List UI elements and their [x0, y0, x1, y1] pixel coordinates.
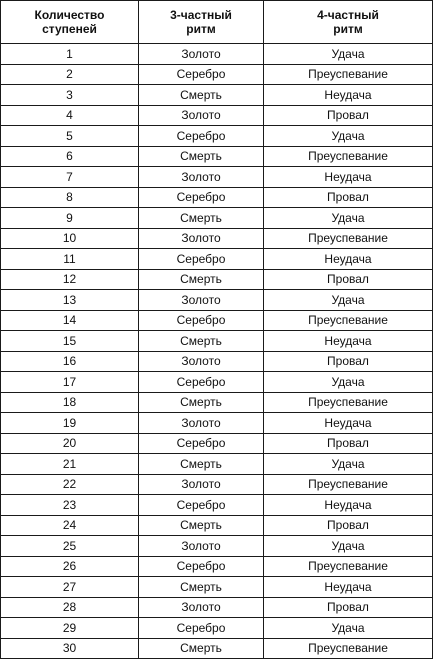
cell-four-part: Провал	[264, 515, 433, 536]
cell-three-part: Серебро	[139, 64, 264, 85]
table-row	[1, 126, 433, 147]
cell-steps: 15	[1, 331, 139, 352]
table-row	[1, 392, 433, 413]
cell-three-part: Смерть	[139, 638, 264, 659]
table-row	[1, 208, 433, 229]
cell-four-part: Неудача	[264, 167, 433, 188]
cell-four-part: Провал	[264, 105, 433, 126]
cell-three-part: Золото	[139, 351, 264, 372]
cell-steps: 2	[1, 64, 139, 85]
cell-three-part: Серебро	[139, 310, 264, 331]
table-header	[1, 1, 433, 44]
table-row	[1, 310, 433, 331]
cell-three-part: Серебро	[139, 433, 264, 454]
table-row	[1, 64, 433, 85]
cell-steps: 10	[1, 228, 139, 249]
cell-steps: 26	[1, 556, 139, 577]
cell-steps: 30	[1, 638, 139, 659]
table-row	[1, 167, 433, 188]
cell-four-part: Неудача	[264, 495, 433, 516]
header-steps-count-line-1: Количество	[34, 8, 105, 22]
cell-steps: 14	[1, 310, 139, 331]
cell-four-part: Удача	[264, 372, 433, 393]
table-row	[1, 454, 433, 475]
cell-four-part: Преуспевание	[264, 556, 433, 577]
cell-four-part: Неудача	[264, 577, 433, 598]
cell-three-part: Золото	[139, 167, 264, 188]
cell-three-part: Золото	[139, 290, 264, 311]
cell-three-part: Смерть	[139, 85, 264, 106]
cell-steps: 21	[1, 454, 139, 475]
header-three-part-rhythm-line-1: 3-частный	[170, 8, 232, 22]
cell-four-part: Удача	[264, 454, 433, 475]
table-row	[1, 474, 433, 495]
cell-four-part: Удача	[264, 126, 433, 147]
table-row	[1, 146, 433, 167]
cell-three-part: Золото	[139, 536, 264, 557]
table-row	[1, 228, 433, 249]
table-row	[1, 556, 433, 577]
cell-steps: 5	[1, 126, 139, 147]
cell-steps: 4	[1, 105, 139, 126]
table-row	[1, 536, 433, 557]
cell-four-part: Удача	[264, 618, 433, 639]
table-row	[1, 105, 433, 126]
cell-three-part: Смерть	[139, 392, 264, 413]
cell-three-part: Серебро	[139, 556, 264, 577]
cell-steps: 1	[1, 44, 139, 65]
table-row	[1, 433, 433, 454]
cell-four-part: Удача	[264, 290, 433, 311]
cell-four-part: Неудача	[264, 85, 433, 106]
table-row	[1, 187, 433, 208]
table-row	[1, 515, 433, 536]
cell-four-part: Провал	[264, 597, 433, 618]
cell-four-part: Преуспевание	[264, 228, 433, 249]
cell-four-part: Неудача	[264, 331, 433, 352]
cell-three-part: Серебро	[139, 618, 264, 639]
table-row	[1, 413, 433, 434]
cell-steps: 19	[1, 413, 139, 434]
cell-steps: 23	[1, 495, 139, 516]
cell-steps: 3	[1, 85, 139, 106]
table-row	[1, 269, 433, 290]
cell-three-part: Серебро	[139, 495, 264, 516]
cell-four-part: Провал	[264, 351, 433, 372]
cell-steps: 22	[1, 474, 139, 495]
table-body	[1, 44, 433, 659]
cell-steps: 24	[1, 515, 139, 536]
cell-four-part: Преуспевание	[264, 638, 433, 659]
cell-three-part: Смерть	[139, 208, 264, 229]
cell-three-part: Смерть	[139, 331, 264, 352]
cell-steps: 27	[1, 577, 139, 598]
cell-steps: 9	[1, 208, 139, 229]
table-row	[1, 249, 433, 270]
table-row	[1, 372, 433, 393]
header-three-part-rhythm-line-2: ритм	[186, 22, 216, 36]
cell-three-part: Золото	[139, 474, 264, 495]
cell-four-part: Удача	[264, 44, 433, 65]
cell-three-part: Смерть	[139, 577, 264, 598]
cell-three-part: Смерть	[139, 454, 264, 475]
cell-four-part: Удача	[264, 208, 433, 229]
cell-steps: 28	[1, 597, 139, 618]
cell-three-part: Серебро	[139, 187, 264, 208]
header-four-part-rhythm-line-2: ритм	[333, 22, 363, 36]
cell-steps: 20	[1, 433, 139, 454]
cell-three-part: Серебро	[139, 372, 264, 393]
cell-three-part: Смерть	[139, 269, 264, 290]
cell-three-part: Золото	[139, 228, 264, 249]
header-three-part-rhythm	[139, 1, 264, 44]
cell-steps: 8	[1, 187, 139, 208]
cell-steps: 16	[1, 351, 139, 372]
cell-four-part: Провал	[264, 269, 433, 290]
table-row	[1, 331, 433, 352]
cell-three-part: Серебро	[139, 249, 264, 270]
cell-three-part: Золото	[139, 597, 264, 618]
header-steps-count	[1, 1, 139, 44]
cell-steps: 13	[1, 290, 139, 311]
table-row	[1, 85, 433, 106]
table-row	[1, 290, 433, 311]
cell-three-part: Смерть	[139, 146, 264, 167]
table-row	[1, 44, 433, 65]
header-row	[1, 1, 433, 44]
table-row	[1, 577, 433, 598]
cell-four-part: Неудача	[264, 249, 433, 270]
cell-three-part: Золото	[139, 44, 264, 65]
table-row	[1, 638, 433, 659]
cell-three-part: Золото	[139, 105, 264, 126]
cell-three-part: Золото	[139, 413, 264, 434]
table-row	[1, 495, 433, 516]
cell-four-part: Преуспевание	[264, 146, 433, 167]
cell-three-part: Смерть	[139, 515, 264, 536]
header-four-part-rhythm	[264, 1, 433, 44]
cell-steps: 7	[1, 167, 139, 188]
table-row	[1, 618, 433, 639]
header-four-part-rhythm-line-1: 4-частный	[317, 8, 379, 22]
table-row	[1, 597, 433, 618]
cell-four-part: Преуспевание	[264, 474, 433, 495]
header-steps-count-line-2: ступеней	[42, 22, 97, 36]
cell-three-part: Серебро	[139, 126, 264, 147]
cell-four-part: Провал	[264, 433, 433, 454]
cell-steps: 25	[1, 536, 139, 557]
cell-steps: 11	[1, 249, 139, 270]
cell-four-part: Удача	[264, 536, 433, 557]
cell-steps: 17	[1, 372, 139, 393]
table-row	[1, 351, 433, 372]
cell-four-part: Неудача	[264, 413, 433, 434]
cell-four-part: Провал	[264, 187, 433, 208]
cell-steps: 29	[1, 618, 139, 639]
cell-steps: 18	[1, 392, 139, 413]
cell-steps: 6	[1, 146, 139, 167]
cell-four-part: Преуспевание	[264, 310, 433, 331]
cell-steps: 12	[1, 269, 139, 290]
cell-four-part: Преуспевание	[264, 392, 433, 413]
cell-four-part: Преуспевание	[264, 64, 433, 85]
